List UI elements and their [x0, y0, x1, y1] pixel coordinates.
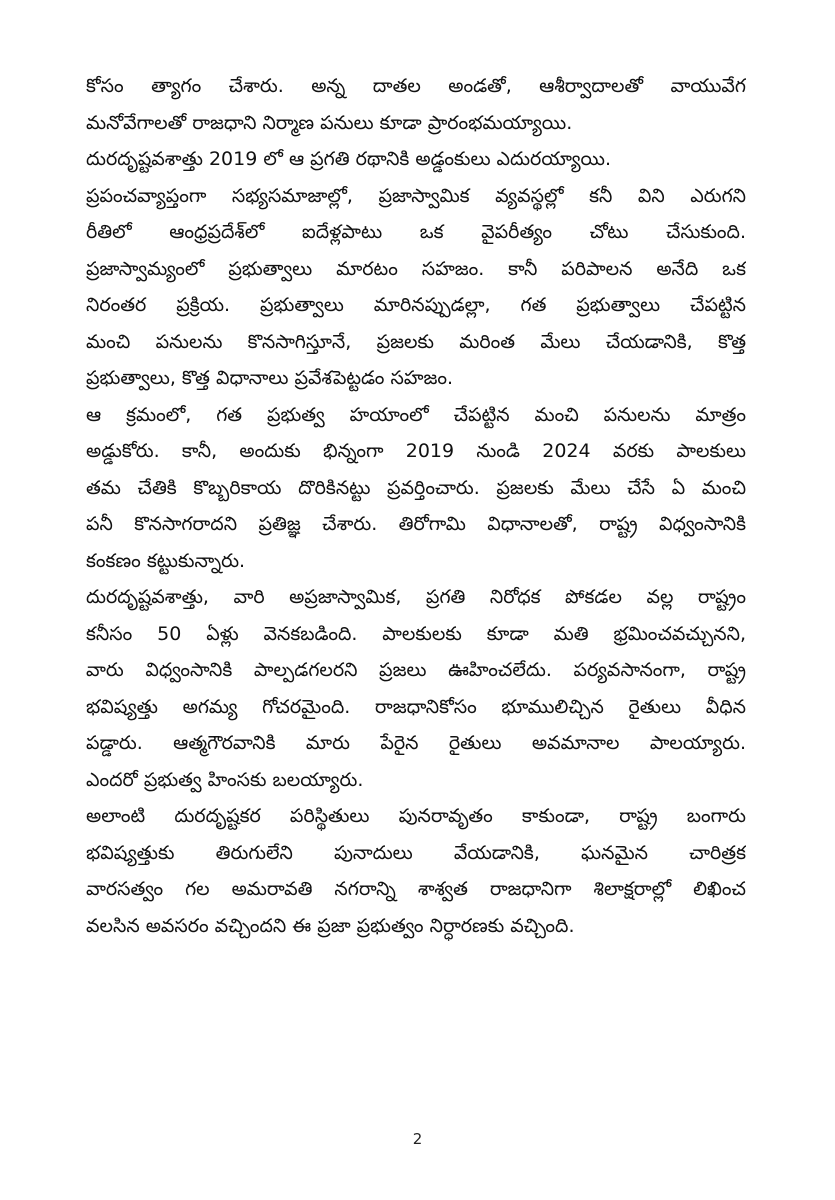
text-line: ఆ క్రమంలో, గత ప్రభుత్వ హయాంలో చేపట్టిన మంచి పనులను మాత్రం	[86, 403, 746, 426]
text-line: పనీ కొనసాగరాదని ప్రతిజ్ఞ చేశారు. తిరోగామి విధానాలతో, రాష్ట్ర విధ్వంసానికి	[86, 513, 746, 535]
text-line: మంచి పనులను కొనసాగిస్తూనే, ప్రజలకు మరింత మేలు చేయడానికి, కొత్త	[86, 330, 746, 353]
text-line: వారు విధ్వంసానికి పాల్పడగలరని ప్రజలు ఊహించలేదు. పర్యవసానంగా, రాష్ట్ర	[86, 659, 746, 681]
text-line: భవిష్యత్తు అగమ్య గోచరమైంది. రాజధానికోసం భూములిచ్చిన రైతులు వీధిన	[86, 695, 746, 718]
text-line: దురదృష్టవశాత్తు 2019 లో ఆ ప్రగతి రథానికి అడ్డంకులు ఎదురయ్యాయి.	[86, 148, 612, 170]
text-line: పడ్డారు. ఆత్మగౌరవానికి మారు పేరైన రైతులు అవమానాల పాలయ్యారు.	[86, 732, 746, 754]
text-line: దురదృష్టవశాత్తు, వారి అప్రజాస్వామిక, ప్రగతి నిరోధక పోకడల వల్ల రాష్ట్రం	[86, 586, 746, 608]
text-line: తమ చేతికి కొబ్బరికాయ దొరికినట్టు ప్రవర్తించారు. ప్రజలకు మేలు చేసే ఏ మంచి	[86, 476, 746, 499]
text-line: మనోవేగాలతో రాజధాని నిర్మాణ పనులు కూడా ప్రారంభమయ్యాయి.	[86, 111, 573, 134]
text-line: అడ్డుకోరు. కానీ, అందుకు భిన్నంగా 2019 నుండి 2024 వరకు పాలకులు	[86, 440, 746, 462]
text-line: వలసిన అవసరం వచ్చిందని ఈ ప్రజా ప్రభుత్వం నిర్ధారణకు వచ్చింది.	[86, 914, 575, 937]
text-line: నిరంతర ప్రక్రియ. ప్రభుత్వాలు మారినప్పుడల్లా, గత ప్రభుత్వాలు చేపట్టిన	[86, 294, 746, 316]
text-line: వారసత్వం గల అమరావతి నగరాన్ని శాశ్వత రాజధానిగా శిలాక్షరాల్లో లిఖించ	[86, 878, 746, 900]
text-line: ఎందరో ప్రభుత్వ హింసకు బలయ్యారు.	[86, 768, 364, 791]
text-line: కంకణం కట్టుకున్నారు.	[86, 549, 246, 572]
text-line: ప్రభుత్వాలు, కొత్త విధానాలు ప్రవేశపెట్టడం సహజం.	[86, 367, 454, 389]
page-number: 2	[412, 1130, 423, 1148]
text-line: కనీసం 50 ఏళ్లు వెనకబడింది. పాలకులకు కూడా మతి భ్రమించవచ్చునని,	[86, 622, 746, 645]
text-line: రీతిలో ఆంధ్రప్రదేశ్‌లో ఐదేళ్లపాటు ఒక వైపరీత్యం చోటు చేసుకుంది.	[86, 221, 746, 243]
text-line: ప్రపంచవ్యాప్తంగా సభ్యసమాజాల్లో, ప్రజాస్వామిక వ్యవస్థల్లో కనీ విని ఎరుగని	[86, 184, 746, 207]
document-body	[86, 68, 746, 944]
text-line: ప్రజాస్వామ్యంలో ప్రభుత్వాలు మారటం సహజం. కానీ పరిపాలన అనేది ఒక	[86, 257, 746, 280]
text-line: అలాంటి దురదృష్టకర పరిస్థితులు పునరావృతం కాకుండా, రాష్ట్ర బంగారు	[86, 805, 746, 827]
text-line: కోసం త్యాగం చేశారు. అన్న దాతల అండతో, ఆశీర్వాదాలతో వాయువేగ	[86, 75, 746, 97]
text-line: భవిష్యత్తుకు తిరుగులేని పునాదులు వేయడానికి, ఘనమైన చారిత్రక	[86, 841, 746, 864]
